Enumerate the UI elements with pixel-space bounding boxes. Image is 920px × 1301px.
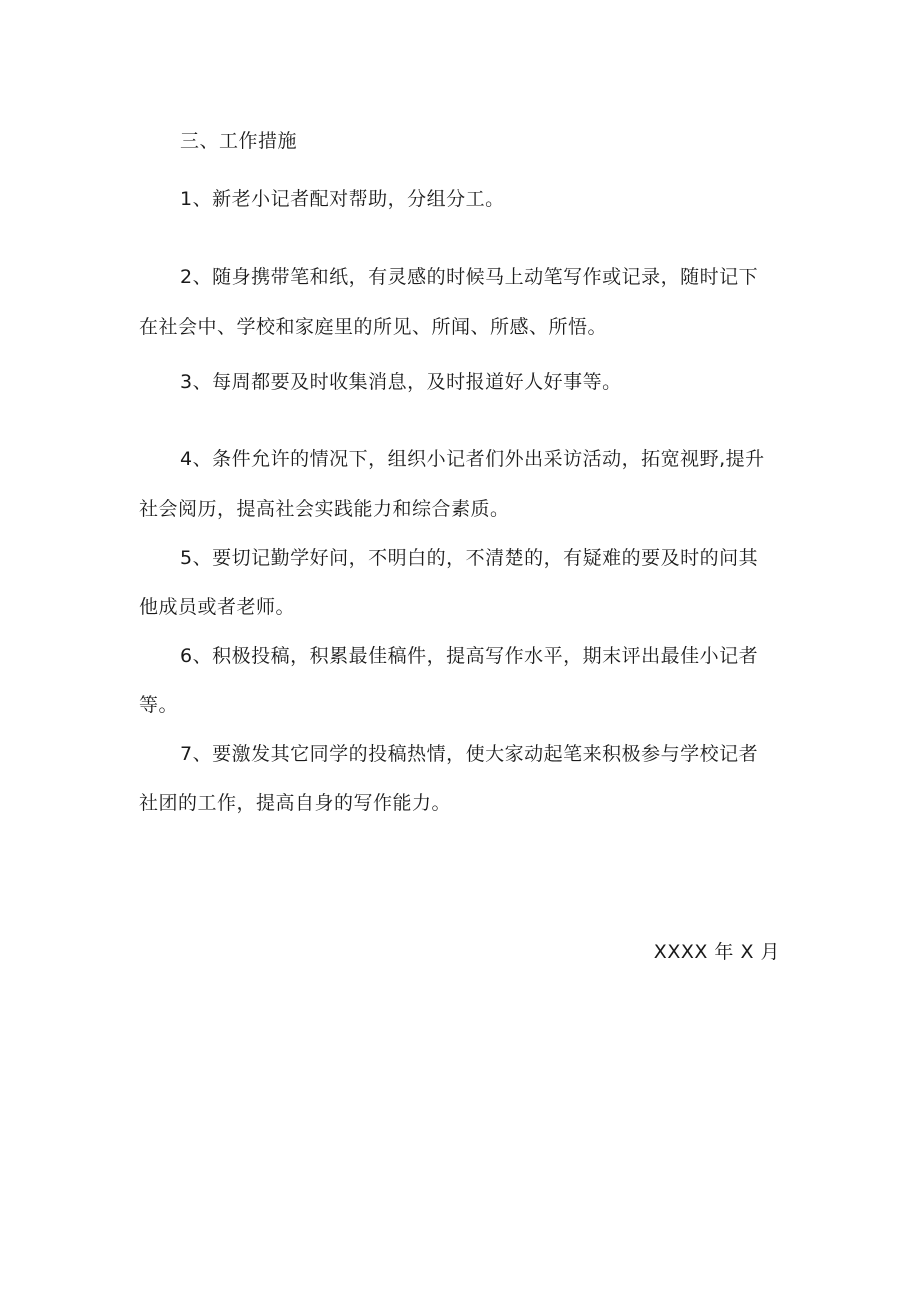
measure-item-4-line-1: 4、条件允许的情况下，组织小记者们外出采访活动，拓宽视野,提升 [180, 448, 765, 470]
measure-item-6-line-1: 6、积极投稿，积累最佳稿件，提高写作水平，期末评出最佳小记者 [180, 645, 759, 667]
measure-item-2-line-2: 在社会中、学校和家庭里的所见、所闻、所感、所悟。 [139, 316, 608, 338]
measure-item-4-line-2: 社会阅历，提高社会实践能力和综合素质。 [139, 498, 510, 520]
measure-item-7-line-1: 7、要激发其它同学的投稿热情，使大家动起笔来积极参与学校记者 [180, 743, 759, 765]
measure-item-5-line-1: 5、要切记勤学好问，不明白的，不清楚的，有疑难的要及时的问其 [180, 547, 759, 569]
measure-item-7-line-2: 社团的工作，提高自身的写作能力。 [139, 792, 452, 814]
measure-item-1: 1、新老小记者配对帮助，分组分工。 [180, 188, 505, 210]
section-heading: 三、工作措施 [180, 130, 298, 152]
measure-item-5-line-2: 他成员或者老师。 [139, 596, 296, 618]
measure-item-6-line-2: 等。 [139, 694, 179, 716]
measure-item-2-line-1: 2、随身携带笔和纸，有灵感的时候马上动笔写作或记录，随时记下 [180, 266, 759, 288]
measure-item-3: 3、每周都要及时收集消息，及时报道好人好事等。 [180, 371, 622, 393]
document-date: XXXX 年 X 月 [653, 941, 780, 963]
